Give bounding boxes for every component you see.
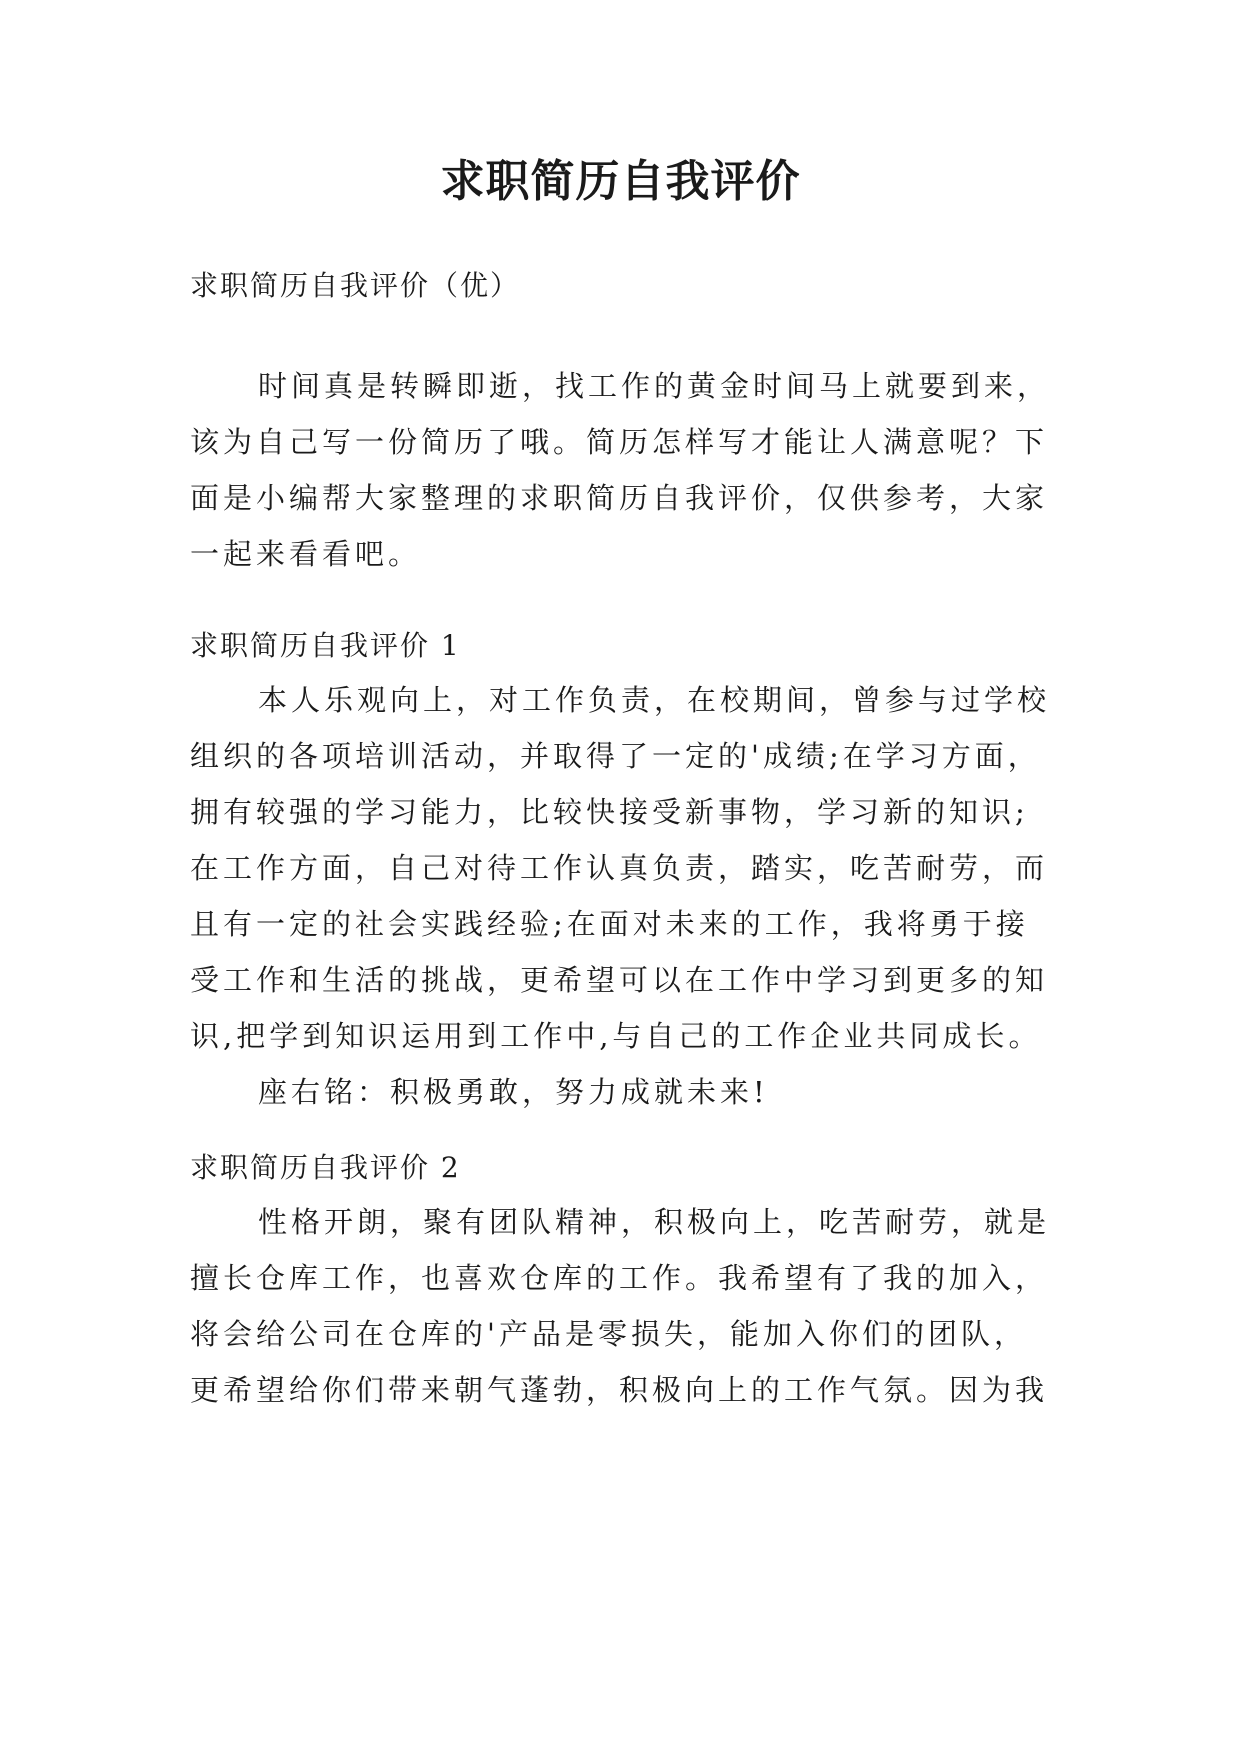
paragraph-line: 性格开朗，聚有团队精神，积极向上，吃苦耐劳，就是 [258,1205,1051,1239]
document-title: 求职简历自我评价 [440,156,801,207]
section-1-heading: 求职简历自我评价 1 [190,629,461,662]
paragraph-line: 面是小编帮大家整理的求职简历自我评价，仅供参考，大家 [190,481,1049,515]
motto-line: 座右铭：积极勇敢，努力成就未来! [258,1075,769,1109]
paragraph-line: 本人乐观向上，对工作负责，在校期间，曾参与过学校 [258,683,1051,717]
paragraph-line: 拥有较强的学习能力，比较快接受新事物，学习新的知识; [190,795,1029,829]
section-2-paragraph [190,1194,1060,1418]
paragraph-line: 一起来看看吧。 [190,537,422,571]
intro-paragraph [190,358,1060,582]
paragraph-line: 更希望给你们带来朝气蓬勃，积极向上的工作气氛。因为我 [190,1373,1049,1407]
paragraph-line: 组织的各项培训活动，并取得了一定的'成绩;在学习方面， [190,739,1041,773]
paragraph-line: 识,把学到知识运用到工作中,与自己的工作企业共同成长。 [190,1019,1042,1053]
section-2-heading: 求职简历自我评价 2 [190,1151,461,1184]
paragraph-line: 时间真是转瞬即逝，找工作的黄金时间马上就要到来， [258,369,1051,403]
section-1-paragraph [190,672,1060,1120]
document-subtitle: 求职简历自我评价（优） [190,269,521,302]
paragraph-line: 将会给公司在仓库的'产品是零损失，能加入你们的团队， [190,1317,1027,1351]
paragraph-line: 擅长仓库工作，也喜欢仓库的工作。我希望有了我的加入， [190,1261,1049,1295]
paragraph-line: 且有一定的社会实践经验;在面对未来的工作，我将勇于接 [190,907,1029,941]
paragraph-line: 受工作和生活的挑战，更希望可以在工作中学习到更多的知 [190,963,1049,997]
paragraph-line: 在工作方面，自己对待工作认真负责，踏实，吃苦耐劳，而 [190,851,1049,885]
paragraph-line: 该为自己写一份简历了哦。简历怎样写才能让人满意呢？下 [190,425,1049,459]
